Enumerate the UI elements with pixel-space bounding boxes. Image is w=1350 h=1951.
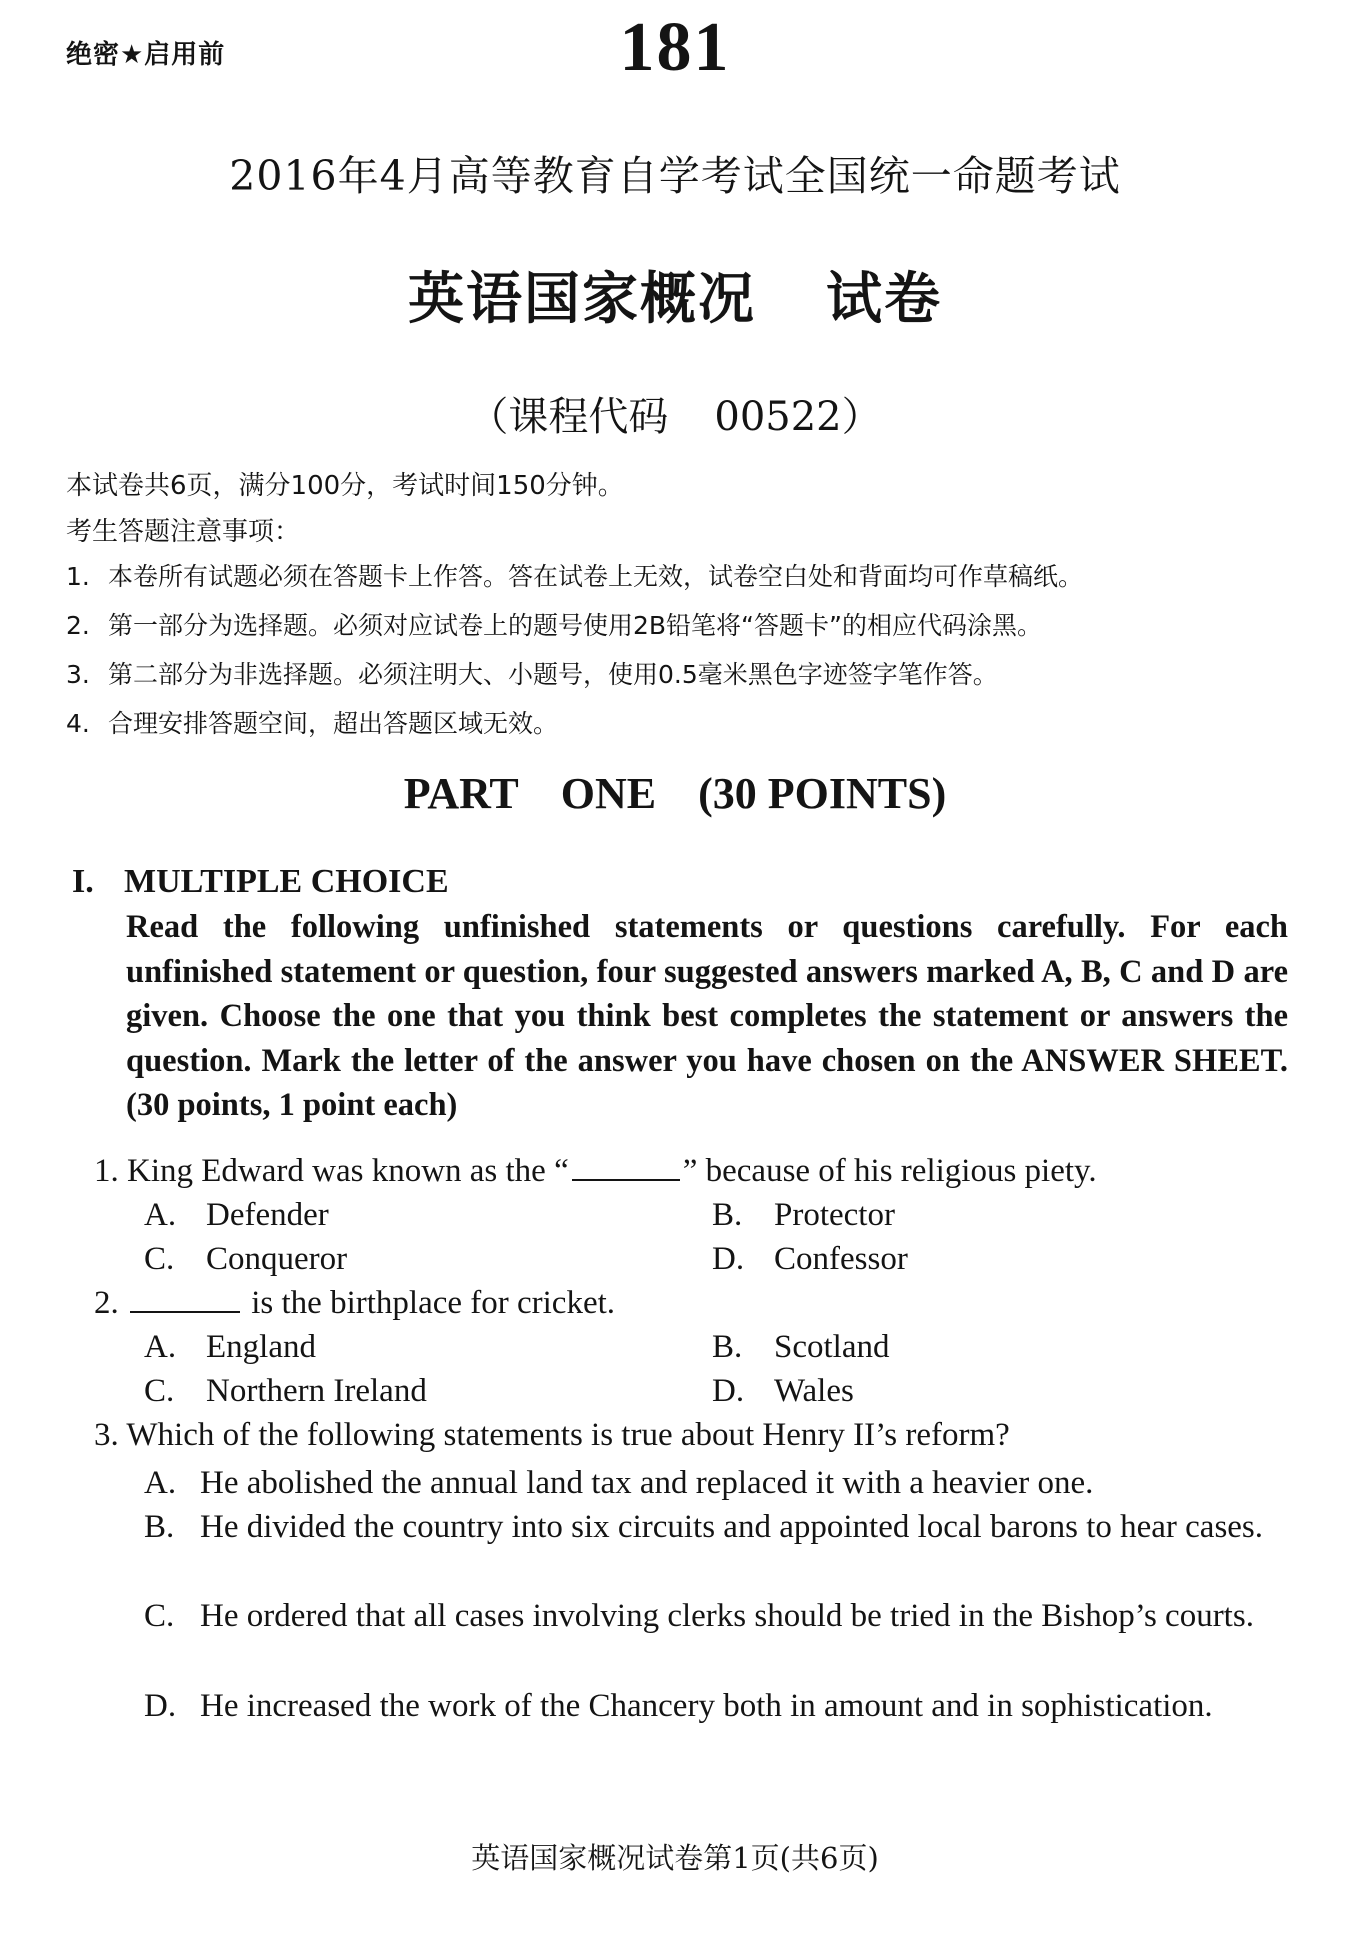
option-d — [144, 1684, 1290, 1728]
page-footer: 英语国家概况试卷第1页(共6页) — [471, 1841, 879, 1875]
part-number: ONE — [560, 769, 657, 818]
question-stem-after: is the birthplace for cricket. — [251, 1285, 616, 1321]
section-instructions: Read the following unfinished statements or questions carefully. For each unfinished statement or question, four suggested answers marked A, B, C and D are given. Choose the one that you think best completes the statement or answers the question. Mark the letter of the answer you have chosen on the ANSWER SHEET. (30 points, 1 point each) — [126, 909, 1288, 1123]
subject-name: 英语国家概况 — [408, 266, 756, 332]
option-a — [144, 1329, 316, 1366]
part-word: PART — [403, 769, 519, 818]
note-text: 第二部分为非选择题。必须注明大、小题号，使用0.5毫米黑色字迹签字笔作答。 — [108, 660, 998, 689]
option-letter: B. — [712, 1329, 743, 1365]
question-2 — [94, 1285, 615, 1322]
note-text: 合理安排答题空间，超出答题区域无效。 — [108, 709, 559, 738]
note-item — [66, 557, 1083, 606]
option-a — [144, 1197, 329, 1234]
option-letter: D. — [712, 1241, 745, 1277]
option-d — [712, 1373, 854, 1410]
question-1 — [94, 1153, 1097, 1190]
option-letter: C. — [144, 1598, 175, 1634]
paper-label: 试卷 — [826, 266, 942, 332]
option-text: He abolished the annual land tax and replaced it with a heavier one. — [200, 1465, 1094, 1501]
option-c — [144, 1594, 1290, 1638]
section-title: MULTIPLE CHOICE — [124, 863, 449, 900]
paper-code: 181 — [619, 9, 731, 86]
option-text: He ordered that all cases involving clerks should be tried in the Bishop’s courts. — [200, 1598, 1254, 1634]
question-stem: Which of the following statements is true about Henry II’s reform? — [126, 1417, 1010, 1453]
option-text: He increased the work of the Chancery both in amount and in sophistication. — [200, 1688, 1213, 1724]
answer-blank — [130, 1289, 240, 1313]
course-code-line — [0, 385, 1350, 442]
option-letter: B. — [712, 1197, 743, 1233]
option-letter: A. — [144, 1197, 177, 1233]
option-c — [144, 1373, 427, 1410]
note-item — [66, 704, 1083, 753]
note-item — [66, 655, 1083, 704]
question-number: 2. — [94, 1285, 119, 1321]
note-number: 3. — [66, 660, 90, 689]
section-heading — [72, 863, 449, 901]
option-letter: D. — [144, 1688, 177, 1724]
option-text: Protector — [774, 1197, 895, 1233]
subject-title — [0, 255, 1350, 335]
question-stem-before: King Edward was known as the “ — [127, 1153, 569, 1189]
option-letter: C. — [144, 1241, 175, 1277]
option-text: Confessor — [774, 1241, 908, 1277]
notes-list — [66, 557, 1083, 753]
option-letter: A. — [144, 1465, 177, 1501]
option-text: Defender — [206, 1197, 329, 1233]
note-number: 2. — [66, 611, 90, 640]
option-text: Northern Ireland — [206, 1373, 427, 1409]
section-number: I. — [72, 863, 94, 900]
course-code-label: （课程代码 — [468, 394, 669, 440]
part-heading — [0, 768, 1350, 819]
confidential-label: 绝密★启用前 — [66, 40, 226, 70]
note-number: 1. — [66, 562, 90, 591]
note-text: 本卷所有试题必须在答题卡上作答。答在试卷上无效，试卷空白处和背面均可作草稿纸。 — [108, 562, 1084, 591]
question-number: 1. — [94, 1153, 119, 1189]
option-text: England — [206, 1329, 316, 1365]
question-number: 3. — [94, 1417, 119, 1453]
part-points: (30 POINTS) — [698, 769, 947, 818]
option-a — [144, 1461, 1290, 1505]
question-stem-after: ” because of his religious piety. — [682, 1153, 1097, 1189]
option-c — [144, 1241, 347, 1278]
course-code-value: 00522） — [714, 394, 882, 440]
option-b — [712, 1197, 895, 1234]
question-3 — [94, 1417, 1010, 1454]
option-letter: C. — [144, 1373, 175, 1409]
option-letter: B. — [144, 1509, 175, 1545]
option-text: Wales — [774, 1373, 854, 1409]
option-b — [712, 1329, 889, 1366]
notes-heading: 考生答题注意事项： — [66, 517, 301, 547]
option-text: Scotland — [774, 1329, 890, 1365]
note-text: 第一部分为选择题。必须对应试卷上的题号使用2B铅笔将“答题卡”的相应代码涂黑。 — [108, 611, 1042, 640]
option-text: Conqueror — [206, 1241, 348, 1277]
option-letter: A. — [144, 1329, 177, 1365]
option-b — [144, 1505, 1290, 1549]
paper-summary: 本试卷共6页，满分100分，考试时间150分钟。 — [66, 471, 624, 501]
exam-title: 2016年4月高等教育自学考试全国统一命题考试 — [229, 152, 1121, 200]
note-number: 4. — [66, 709, 90, 738]
option-letter: D. — [712, 1373, 745, 1409]
answer-blank — [572, 1157, 680, 1181]
note-item — [66, 606, 1083, 655]
option-d — [712, 1241, 908, 1278]
option-text: He divided the country into six circuits and appointed local barons to hear cases. — [200, 1509, 1264, 1545]
